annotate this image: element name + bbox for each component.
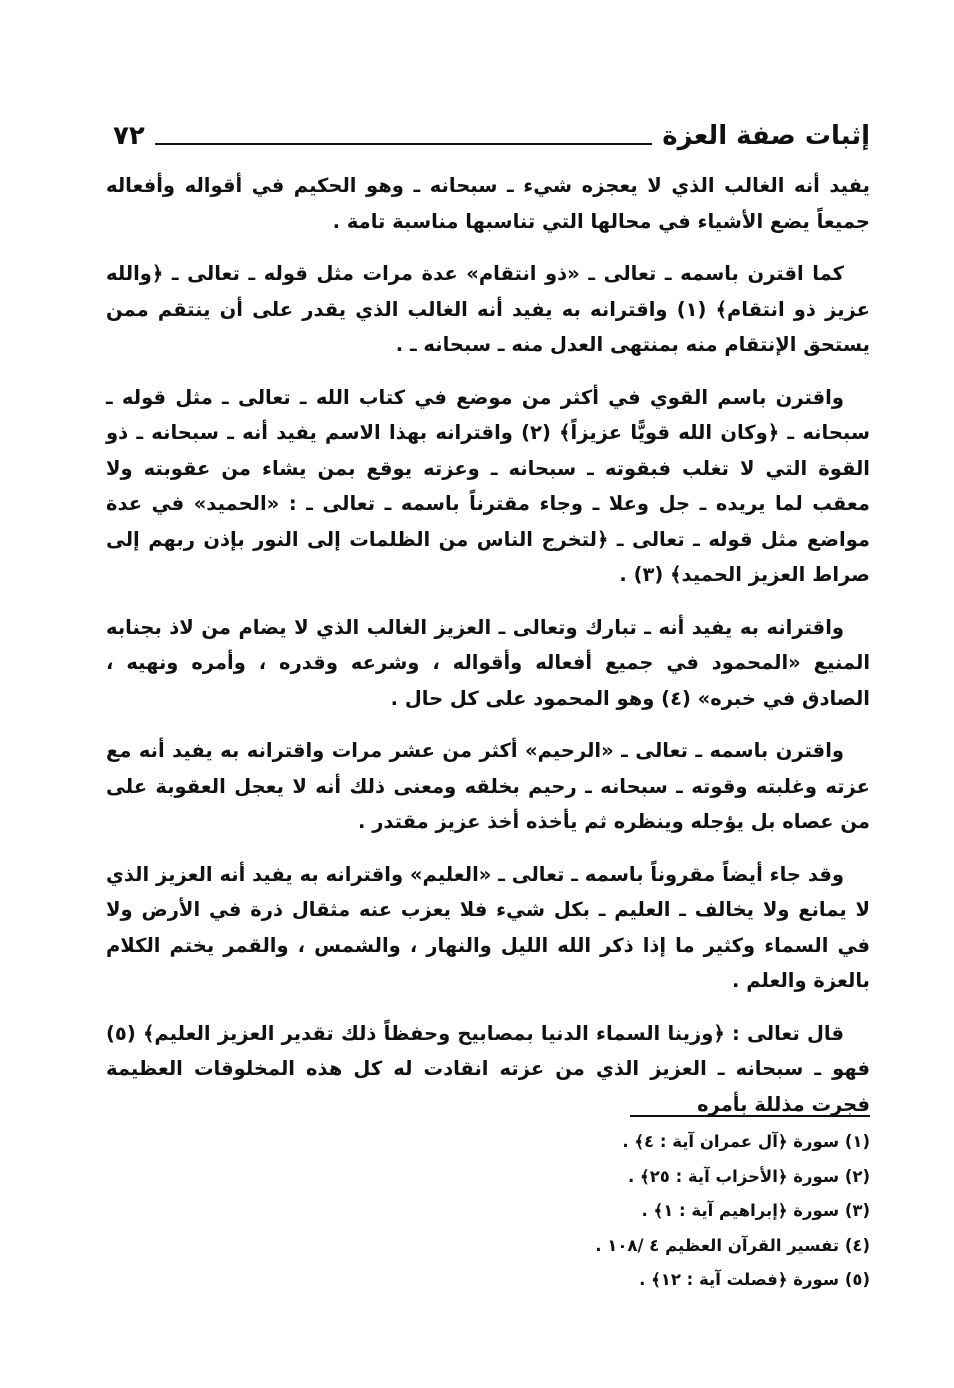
paragraph-7: قال تعالى : ﴿وزينا السماء الدنيا بمصابيح وحفظاً ذلك تقدير العزيز العليم﴾ (٥) فهو ـ سبحانه ـ العزيز الذي من عزته انقادت له كل هذه المخلوقات العظيمة فجرت مذللة بأمره — [106, 1021, 870, 1116]
paragraph-3: واقترن باسم القوي في أكثر من موضع في كتاب الله ـ تعالى ـ مثل قوله ـ سبحانه ـ ﴿وكان الله قويًّا عزيزاً﴾ (٢) واقترانه بهذا الاسم يفيد أنه ـ سبحانه ـ ذو القوة التي لا تغلب فبقوته ـ سبحانه ـ وعزته يوقع بمن يشاء من عقوبته ولا معقب لما يريده ـ جل وعلا ـ وجاء مقترناً باسمه ـ تعالى ـ : «الحميد» في عدة مواضع مثل قوله ـ تعالى ـ ﴿لتخرج الناس من الظلمات إلى النور بإذن ربهم إلى صراط العزيز الحميد﴾ (٣) . — [106, 385, 871, 586]
paragraph-4: واقترانه به يفيد أنه ـ تبارك وتعالى ـ العزيز الغالب الذي لا يضام من لاذ بجنابه المنيع «المحمود في جميع أفعاله وأقواله ، وشرعه وقدره ، وأمره ونهيه ، الصادق في خبره» (٤) وهو المحمود على كل حال . — [106, 615, 870, 710]
paragraph-2: كما اقترن باسمه ـ تعالى ـ «ذو انتقام» عدة مرات مثل قوله ـ تعالى ـ ﴿والله عزيز ذو انتقام﴾ (١) واقترانه به يفيد أنه الغالب الذي يقدر على أن ينتقم ممن يستحق الإنتقام منه بمنتهى العدل منه ـ سبحانه ـ . — [106, 262, 870, 356]
footnote-separator — [630, 1115, 870, 1117]
paragraph-6: وقد جاء أيضاً مقروناً باسمه ـ تعالى ـ «العليم» واقترانه به يفيد أنه العزيز الذي لا يمانع ولا يخالف ـ العليم ـ بكل شيء فلا يعزب عنه مثقال ذرة في الأرض ولا في السماء وكثير ما إذا ذكر الله الليل والنهار ، والشمس ، والقمر يختم الكلام بالعزة والعلم . — [106, 862, 870, 992]
footnotes — [370, 1125, 870, 1298]
body-text — [106, 168, 870, 1139]
running-header — [113, 113, 870, 153]
footnote-2: (٢) سورة ﴿الأحزاب آية : ٢٥﴾ . — [628, 1166, 870, 1186]
paragraph-1: يفيد أنه الغالب الذي لا يعجزه شيء ـ سبحانه ـ وهو الحكيم في أقواله وأفعاله جميعاً يضع الأشياء في محالها التي تناسبها مناسبة تامة . — [106, 174, 870, 233]
page-number: ٧٢ — [113, 121, 145, 151]
running-title: إثبات صفة العزة — [662, 121, 870, 151]
footnote-5: (٥) سورة ﴿فصلت آية : ١٢﴾ . — [639, 1270, 870, 1289]
footnote-1: (١) سورة ﴿آل عمران آية : ٤﴾ . — [622, 1132, 870, 1151]
footnote-3: (٣) سورة ﴿إبراهيم آية : ١﴾ . — [641, 1201, 870, 1220]
header-rule — [155, 143, 652, 145]
paragraph-5: واقترن باسمه ـ تعالى ـ «الرحيم» أكثر من عشر مرات واقترانه به يفيد أنه مع عزته وغلبته وقوته ـ سبحانه ـ رحيم بخلقه ومعنى ذلك أنه لا يعجل العقوبة على من عصاه بل يؤجله وينظره ثم يأخذه أخذ عزيز مقتدر . — [106, 739, 870, 833]
footnote-4: (٤) تفسير القرآن العظيم ٤ /١٠٨ . — [595, 1235, 870, 1255]
